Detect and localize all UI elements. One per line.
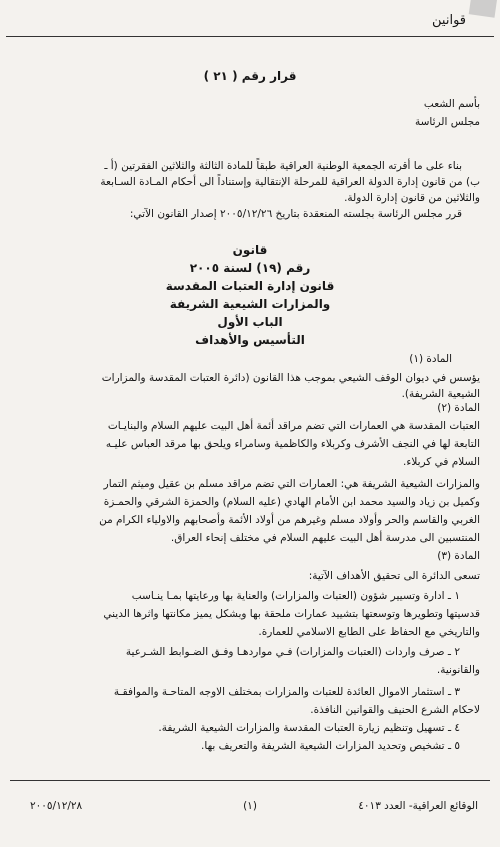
article-3-item-1-line-2: قدسيتها وتطويرها وتوسعتها بتشييد عمارات ملحقة بها وبشكل يميز مكانتها واثرها الديني — [103, 608, 480, 620]
law-name-line-2: والمزارات الشيعية الشريفة — [169, 297, 331, 311]
article-2-line-6: الغربي والقاسم والحر وأولاد مسلم وغيرهم من أولاد الأئمة وأصحابهم والاولياء الكرام من — [99, 514, 480, 526]
law-name-line-1: قانون إدارة العتبات المقدسة — [165, 279, 335, 293]
article-3-item-1-line-1: ١ ـ ادارة وتسيير شؤون (العتبات والمزارات) والعناية بها ورعايتها بمـا ينـاسب — [131, 590, 460, 602]
preamble-line-4: قرر مجلس الرئاسة بجلسته المنعقدة بتاريخ ٢٠٠٥/١٢/٢٦ إصدار القانون الآتي: — [129, 208, 462, 220]
article-1-heading: المادة (١) — [409, 353, 452, 365]
opening-line-1: بأسم الشعب — [423, 98, 480, 110]
footer-rule — [10, 780, 490, 781]
footer-page-number: (١) — [243, 800, 257, 812]
article-2-line-7: المنتسبين الى مدرسة أهل البيت عليهم السلام في مختلف إنحاء العراق. — [170, 532, 480, 544]
opening-line-2: مجلس الرئاسة — [414, 116, 480, 128]
preamble-line-1: بناء على ما أقرته الجمعية الوطنية العراقية طبقاً للمادة الثالثة والثلاثين الفقرتين (أ ـ — [104, 160, 462, 172]
footer-date: ٢٠٠٥/١٢/٢٨ — [30, 800, 83, 812]
header-rule — [6, 36, 494, 37]
article-2-line-4: والمزارات الشيعية الشريفة هي: العمارات التي تضم مراقد مسلم بن عقيل وميثم التمار — [103, 478, 480, 490]
article-3-item-4: ٤ ـ تسهيل وتنظيم زيارة العتبات المقدسة والمزارات الشيعية الشريفة. — [158, 722, 460, 734]
decree-title: قرار رقم ( ٢١ ) — [203, 69, 297, 83]
article-3-item-5: ٥ ـ تشخيص وتحديد المزارات الشيعية الشريفة والتعريف بها. — [201, 740, 460, 752]
preamble-line-3: والثلاثين من قانون إدارة الدولة. — [344, 192, 480, 204]
chapter-title: التأسيس والأهداف — [195, 333, 305, 347]
article-3-heading: المادة (٣) — [437, 550, 480, 562]
article-3-item-2-line-1: ٢ ـ صرف واردات (العتبات والمزارات) فـي مواردهـا وفـق الضـوابط الشـرعية — [125, 646, 460, 658]
article-2-heading: المادة (٢) — [437, 402, 480, 414]
article-3-item-2-line-2: والقانونية. — [436, 664, 480, 676]
corner-stamp — [469, 0, 498, 18]
chapter-label: الباب الأول — [217, 315, 283, 329]
law-title: قانون — [232, 243, 268, 257]
article-2-line-5: وكميل بن زياد والسيد محمد ابن الأمام الهادي (عليه السلام) والحمزة الشرقي والحمـزة — [103, 496, 480, 508]
article-2-line-2: التابعة لها في النجف الأشرف وكربلاء والكاظمية وسامراء ويلحق بها مرقد العباس عليـه — [105, 438, 480, 450]
article-3-item-3-line-1: ٣ ـ استثمار الاموال العائدة للعتبات والمزارات بمختلف الاوجه المتاحـة والموافقـة — [113, 686, 460, 698]
article-2-line-1: العتبات المقدسة هي العمارات التي تضم مراقد أئمة أهل البيت عليهم السلام والبنايـات — [107, 420, 480, 432]
footer-gazette: الوقائع العراقية- العدد ٤٠١٣ — [358, 800, 478, 812]
preamble-line-2: ب) من قانون إدارة الدولة العراقية للمرحلة الإنتقالية وإستناداً الى أحكام المـادة السـابعة — [100, 176, 480, 188]
law-number: رقم (١٩) لسنة ٢٠٠٥ — [189, 261, 311, 275]
article-3-intro: تسعى الدائرة الى تحقيق الأهداف الآتية: — [308, 570, 480, 582]
article-1-line-2: الشيعية الشريفة). — [401, 388, 480, 400]
article-1-line-1: يؤسس في ديوان الوقف الشيعي بموجب هذا القانون (دائرة العتبات المقدسة والمزارات — [101, 372, 480, 384]
article-2-line-3: السلام في كربلاء. — [403, 456, 480, 468]
section-title: قوانين — [432, 13, 466, 28]
article-3-item-1-line-3: والتاريخي مع الحفاظ على الطابع الاسلامي للعمارة. — [258, 626, 480, 638]
article-3-item-3-line-2: لاحكام الشرع الحنيف والقوانين النافذة. — [310, 704, 480, 716]
